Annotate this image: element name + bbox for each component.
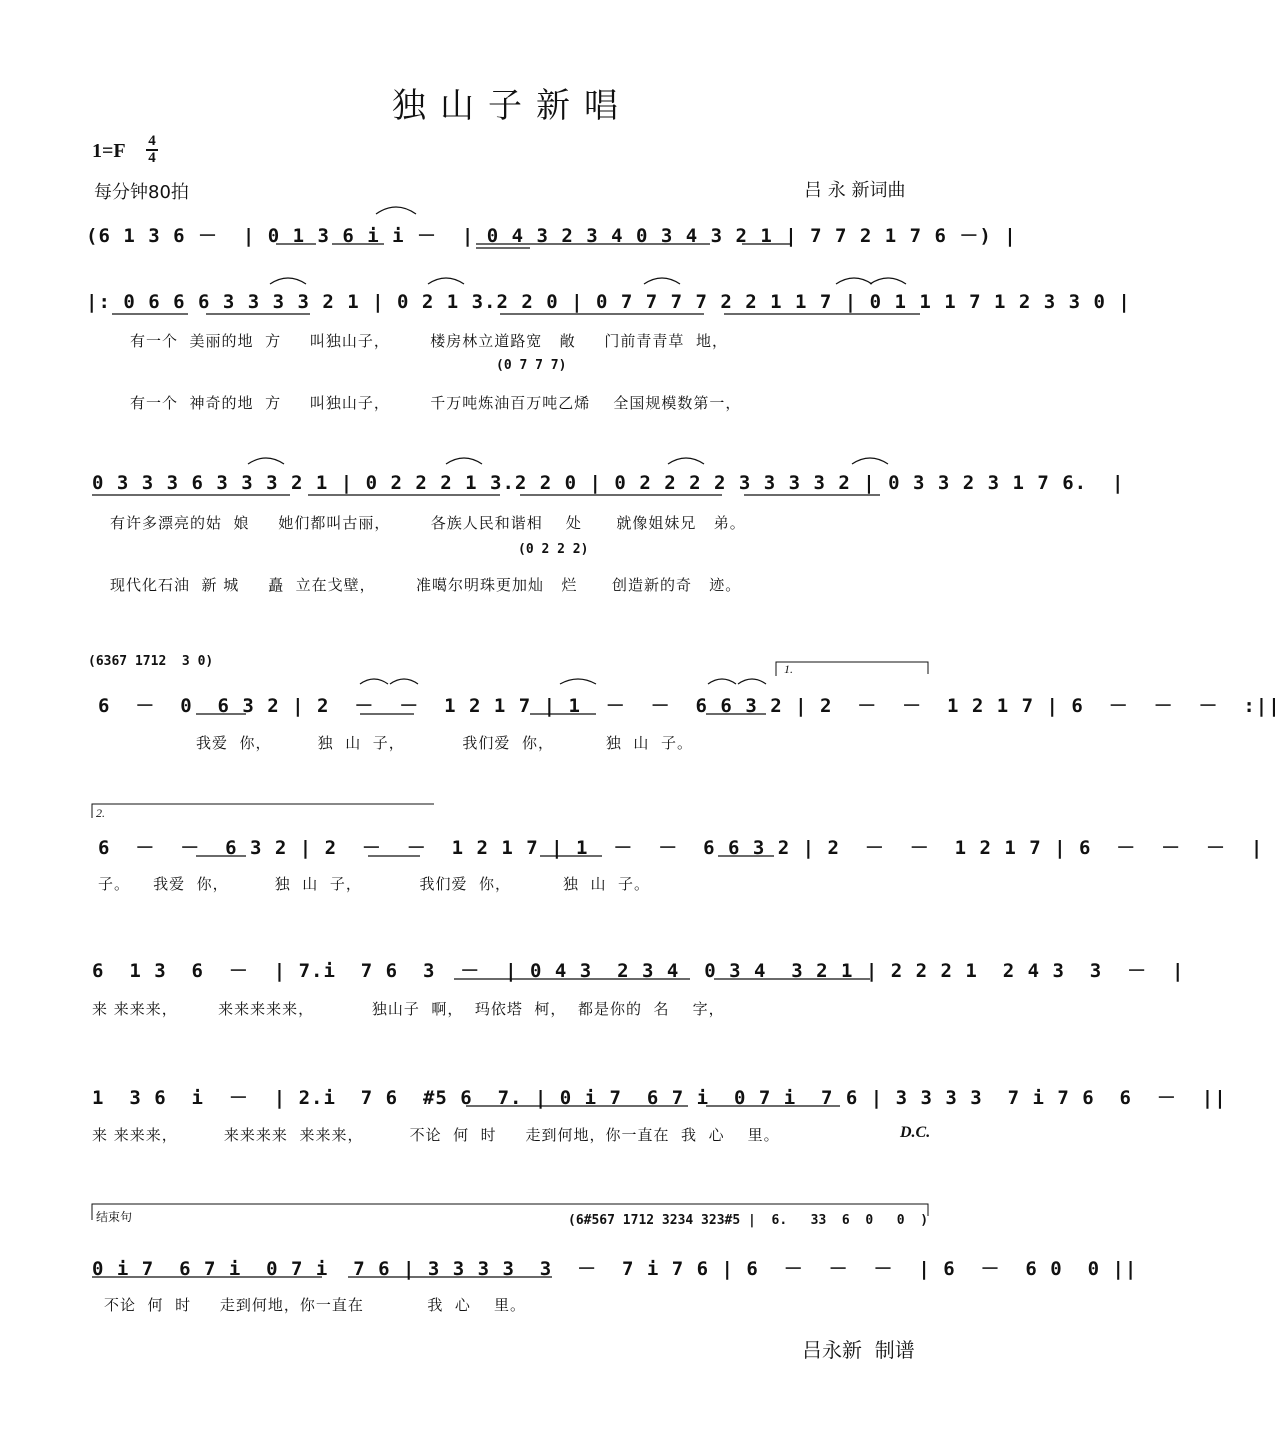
lyric-line-5: 子。 我爱 你， 独 山 子， 我们爱 你， 独 山 子。 <box>98 875 651 893</box>
lyric-line-2a: 有一个 美丽的地 方 叫独山子， 楼房林立道路宽 敞 门前青青草 地， <box>130 332 728 350</box>
alternate-notes-2: (0 7 7 7) <box>496 358 567 373</box>
notation-line-4: 6 － 0 6 3 2 | 2 － － 1 2 1 7 | 1 － － 6 6 3 2 | 2 － － 1 2 1 7 | 6 － － － :|| <box>98 695 1281 717</box>
ending-label: 结束句 <box>96 1210 133 1224</box>
notation-line-8: 0 i 7 6 7 i 0 7 i 7 6 | 3 3 3 3 3 － 7 i 7 6 | 6 － － － | 6 － 6 0 0 || <box>92 1258 1138 1280</box>
slur-arcs <box>248 207 906 684</box>
volta-2-label: 2. <box>96 806 105 820</box>
lyric-line-3a: 有许多漂亮的姑 娘 她们都叫古丽， 各族人民和谐相 处 就像姐妹兄 弟。 <box>110 514 746 532</box>
time-signature-top: 4 <box>148 133 156 149</box>
notation-line-5: 6 － － 6 3 2 | 2 － － 1 2 1 7 | 1 － － 6 6 3 2 | 2 － － 1 2 1 7 | 6 － － － | <box>98 837 1264 859</box>
notation-line-1: (6 1 3 6 － | 0 1 3 6 i i － | 0 4 3 2 3 4 0 3 4 3 2 1 | 7 7 2 1 7 6 －) | <box>86 225 1017 247</box>
cue-notes-8: (6#567 1712 3234 323#5 | 6. 33 6 0 0 ) <box>568 1213 929 1228</box>
notation-line-6: 6 1 3 6 － | 7.i 7 6 3 － | 0 4 3 2 3 4 0 3 4 3 2 1 | 2 2 2 1 2 4 3 3 － | <box>92 960 1185 982</box>
alternate-notes-3: (0 2 2 2) <box>518 542 589 557</box>
notation-line-7: 1 3 6 i － | 2.i 7 6 #5 6 7. | 0 i 7 6 7 i 0 7 i 7 6 | 3 3 3 3 7 i 7 6 6 － || <box>92 1087 1227 1109</box>
key-signature: 1=F <box>92 140 126 162</box>
time-signature-bottom: 4 <box>148 150 156 166</box>
lyric-line-6: 来 来来来， 来来来来来， 独山子 啊， 玛依塔 柯， 都是你的 名 字， <box>92 1000 725 1018</box>
volta-1-bracket <box>776 662 928 676</box>
page-title: 独山子新唱 <box>392 86 632 126</box>
lyric-line-4: 我爱 你， 独 山 子， 我们爱 你， 独 山 子。 <box>196 734 693 752</box>
lyric-line-2b: 有一个 神奇的地 方 叫独山子， 千万吨炼油百万吨乙烯 全国规模数第一， <box>130 394 742 412</box>
notation-line-3: 0 3 3 3 6 3 3 3 2 1 | 0 2 2 2 1 3.2 2 0 | 0 2 2 2 2 3 3 3 3 2 | 0 3 3 2 3 1 7 6. | <box>92 472 1125 494</box>
lyric-line-8: 不论 何 时 走到何地，你一直在 我 心 里。 <box>104 1296 526 1314</box>
dc-marking: D.C. <box>900 1124 931 1141</box>
ending-bracket <box>92 1204 928 1220</box>
notation-line-2: |: 0 6 6 6 3 3 3 3 2 1 | 0 2 1 3.2 2 0 | 0 7 7 7 7 2 2 1 1 7 | 0 1 1 1 7 1 2 3 3 0 | <box>86 291 1131 313</box>
volta-1-label: 1. <box>784 662 793 676</box>
tempo-marking: 每分钟80拍 <box>94 182 189 203</box>
composer-credit: 吕 永 新词曲 <box>804 180 906 201</box>
lyric-line-3b: 现代化石油 新 城 矗 立在戈壁， 准噶尔明珠更加灿 烂 创造新的奇 迹。 <box>110 576 742 594</box>
cue-notes-4: (6367 1712 3 0) <box>88 654 214 669</box>
beam-lines <box>92 244 920 1277</box>
transcriber-credit: 吕永新 制谱 <box>802 1338 915 1362</box>
lyric-line-7: 来 来来来， 来来来来 来来来， 不论 何 时 走到何地，你一直在 我 心 里。 <box>92 1126 780 1144</box>
volta-2-bracket <box>92 804 434 818</box>
